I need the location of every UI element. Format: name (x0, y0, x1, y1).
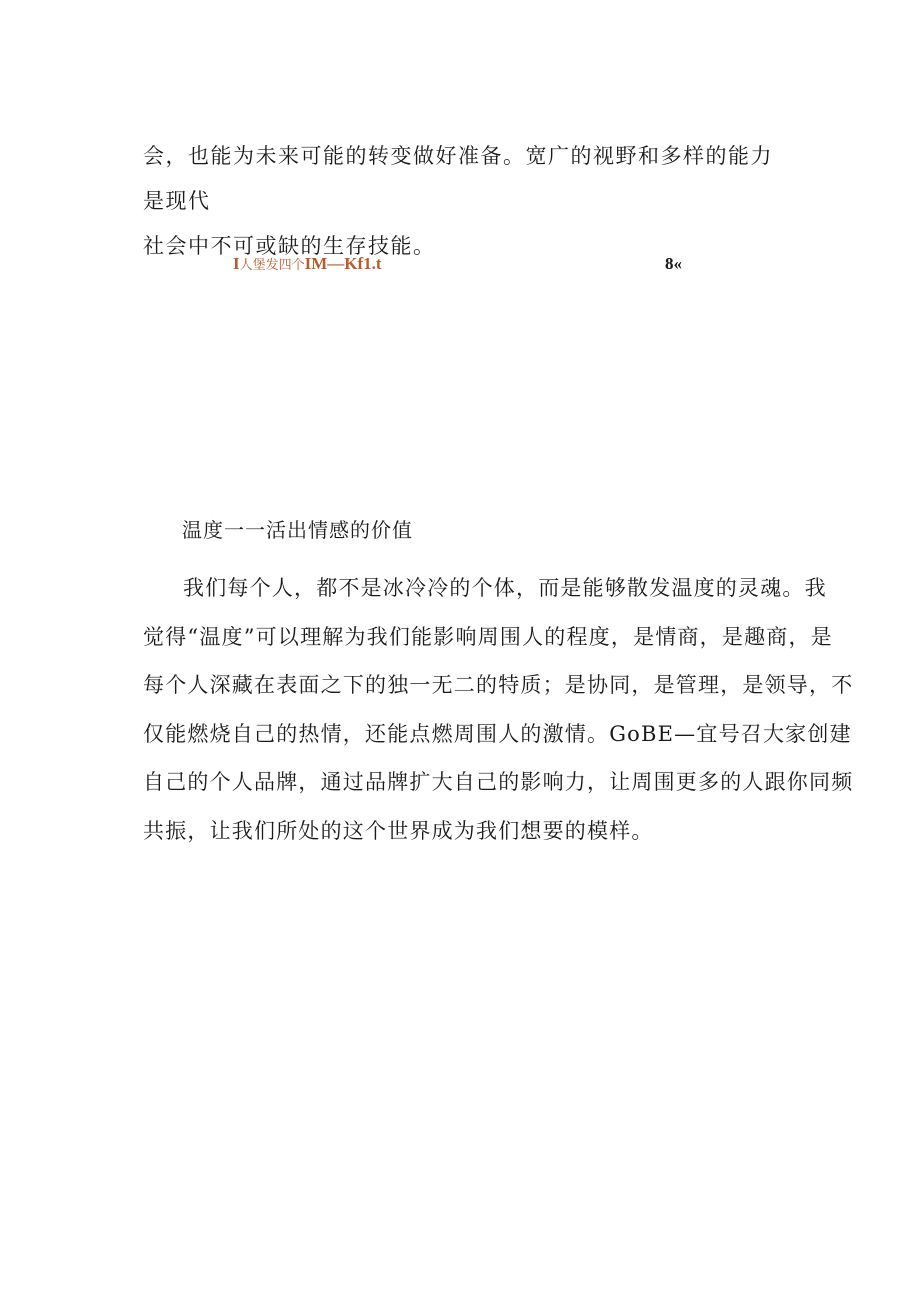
paragraph-line: 自己的个人品牌，通过品牌扩大自己的影响力，让周围更多的人跟你同频 (143, 770, 854, 794)
caption-suffix: IM—Kf1.t (304, 254, 382, 273)
paragraph-line: 仅能燃烧自己的热情，还能点燃周围人的激情。GoBE—宜号召大家创建 (143, 721, 852, 746)
paragraph-line: 每个人深藏在表面之下的独一无二的特质；是协同，是管理，是领导，不 (143, 673, 854, 697)
caption-cjk: 人堡发四个 (239, 258, 305, 273)
paragraph-line: 我们每个人，都不是冰冷冷的个体，而是能够散发温度的灵魂。我 (183, 576, 827, 600)
top-paragraph (143, 134, 783, 269)
section-paragraph (143, 564, 854, 855)
caption-prefix: I (233, 254, 240, 273)
paragraph-line: 共振，让我们所处的这个世界成为我们想要的模样。 (143, 818, 654, 843)
paragraph-line: 社会中不可或缺的生存技能。 (143, 234, 436, 258)
section-heading: 温度一一活出情感的价值 (182, 518, 413, 542)
paragraph-line: 会，也能为未来可能的转变做好准备。宽广的视野和多样的能力是现代 (143, 144, 773, 213)
figure-caption (233, 254, 703, 276)
paragraph-line: 觉得“温度”可以理解为我们能影响周围人的程度，是情商，是趣商，是 (143, 624, 833, 649)
caption-right-text: 8« (665, 254, 682, 273)
caption-left-text (233, 254, 382, 274)
